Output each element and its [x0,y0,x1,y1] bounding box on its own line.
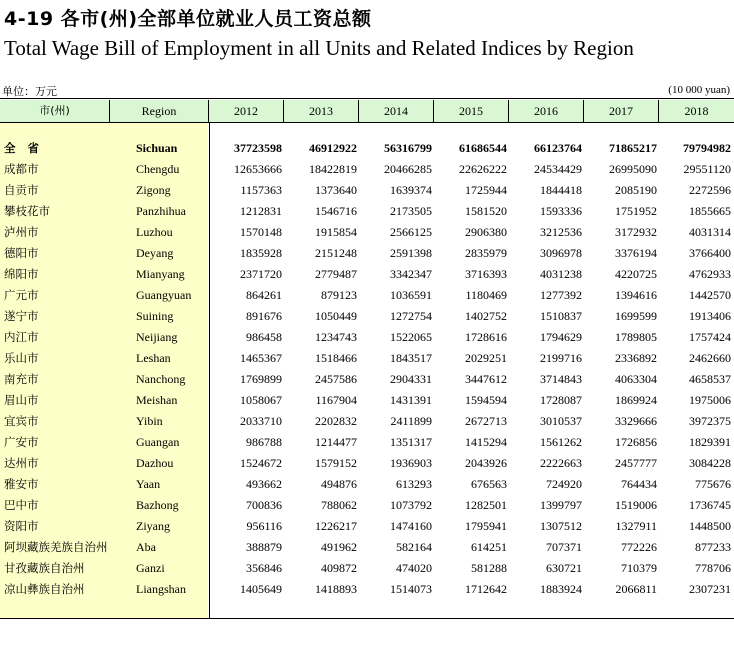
wage-value: 3342347 [390,267,432,281]
wage-value: 1594594 [465,393,507,407]
wage-value: 1073792 [390,498,432,512]
wage-value: 1518466 [315,351,357,365]
wage-value: 356846 [246,561,282,575]
wage-value: 46912922 [309,141,357,155]
wage-value: 1579152 [315,456,357,470]
region-name: Guangyuan [136,288,192,302]
region-name: Bazhong [136,498,179,512]
region-name: Yaan [136,477,161,491]
city-name: 雅安市 [4,477,39,491]
wage-value: 3376194 [615,246,657,260]
wage-value: 71865217 [609,141,657,155]
wage-value: 79794982 [683,141,731,155]
wage-value: 582164 [396,540,432,554]
wage-value: 4762933 [689,267,731,281]
table-row [0,369,734,390]
wage-value: 2462660 [689,351,731,365]
wage-value: 2085190 [615,183,657,197]
table-row [0,201,734,222]
region-name: Suining [136,309,174,323]
region-name: Dazhou [136,456,174,470]
wage-value: 1794629 [540,330,582,344]
wage-value: 1212831 [240,204,282,218]
wage-value: 493662 [246,477,282,491]
wage-value: 772226 [621,540,657,554]
wage-value: 986458 [246,330,282,344]
wage-value: 1307512 [540,519,582,533]
wage-value: 2272596 [689,183,731,197]
table-row [0,390,734,411]
wage-value: 1442570 [689,288,731,302]
header-year: 2015 [434,100,509,122]
table-title-english: Total Wage Bill of Employment in all Units and Related Indices by Region [4,36,634,60]
wage-value: 2029251 [465,351,507,365]
wage-value: 1465367 [240,351,282,365]
city-name: 巴中市 [4,498,39,512]
wage-value: 1725944 [465,183,507,197]
wage-value: 1036591 [390,288,432,302]
region-name: Nanchong [136,372,186,386]
wage-value: 1415294 [465,435,507,449]
wage-value: 2457586 [315,372,357,386]
wage-value: 2307231 [689,582,731,596]
wage-value: 4063304 [615,372,657,386]
wage-value: 388879 [246,540,282,554]
region-name: Liangshan [136,582,186,596]
region-name: Zigong [136,183,171,197]
city-name: 全 省 [4,141,44,155]
region-name: Luzhou [136,225,173,239]
wage-value: 3766400 [689,246,731,260]
table-row [0,453,734,474]
wage-value: 1431391 [390,393,432,407]
wage-value: 1214477 [315,435,357,449]
wage-value: 1769899 [240,372,282,386]
wage-value: 26995090 [609,162,657,176]
wage-value: 1581520 [465,204,507,218]
wage-value: 1913406 [689,309,731,323]
wage-value: 613293 [396,477,432,491]
wage-value: 1570148 [240,225,282,239]
wage-value: 1915854 [315,225,357,239]
wage-value: 1510837 [540,309,582,323]
wage-value: 4220725 [615,267,657,281]
wage-value: 1448500 [689,519,731,533]
wage-value: 3212536 [540,225,582,239]
wage-value: 4658537 [689,372,731,386]
city-name: 资阳市 [4,519,39,533]
wage-value: 2066811 [615,582,657,596]
wage-value: 2904331 [390,372,432,386]
header-region: Region [110,100,209,122]
wage-value: 1394616 [615,288,657,302]
wage-value: 1050449 [315,309,357,323]
wage-value: 2566125 [390,225,432,239]
wage-value: 1869924 [615,393,657,407]
wage-value: 986788 [246,435,282,449]
wage-value: 2411899 [390,414,432,428]
wage-value: 474020 [396,561,432,575]
wage-value: 2222663 [540,456,582,470]
wage-value: 2672713 [465,414,507,428]
wage-value: 66123764 [534,141,582,155]
header-year: 2016 [509,100,584,122]
city-name: 乐山市 [4,351,39,365]
wage-value: 3010537 [540,414,582,428]
wage-value: 2151248 [315,246,357,260]
wage-value: 1751952 [615,204,657,218]
wage-value: 1728616 [465,330,507,344]
table-row [0,579,734,600]
unit-label-chinese: 单位：万元 [2,85,57,98]
wage-value: 1789805 [615,330,657,344]
city-name: 广安市 [4,435,39,449]
region-name: Aba [136,540,156,554]
wage-value: 1514073 [390,582,432,596]
region-name: Panzhihua [136,204,186,218]
wage-value: 61686544 [459,141,507,155]
wage-value: 2835979 [465,246,507,260]
wage-value: 2199716 [540,351,582,365]
region-name: Guangan [136,435,180,449]
wage-value: 891676 [246,309,282,323]
wage-value: 707371 [546,540,582,554]
wage-value: 1234743 [315,330,357,344]
wage-value: 2906380 [465,225,507,239]
wage-value: 1180469 [465,288,507,302]
wage-value: 2173505 [390,204,432,218]
wage-value: 1855665 [689,204,731,218]
region-name: Sichuan [136,141,178,155]
wage-value: 2779487 [315,267,357,281]
wage-value: 29551120 [683,162,731,176]
wage-value: 37723598 [234,141,282,155]
wage-value: 1058067 [240,393,282,407]
wage-value: 1522065 [390,330,432,344]
region-name: Mianyang [136,267,185,281]
wage-value: 2336892 [615,351,657,365]
region-name: Deyang [136,246,174,260]
table-row [0,474,734,495]
wage-value: 630721 [546,561,582,575]
city-name: 甘孜藏族自治州 [4,561,85,575]
wage-value: 1736745 [689,498,731,512]
wage-value: 3172932 [615,225,657,239]
wage-value: 778706 [695,561,731,575]
city-name: 自贡市 [4,183,39,197]
wage-value: 1167904 [315,393,357,407]
region-name: Leshan [136,351,171,365]
header-year: 2014 [359,100,434,122]
table-row [0,327,734,348]
wage-value: 700836 [246,498,282,512]
wage-value: 1351317 [390,435,432,449]
wage-value: 409872 [321,561,357,575]
wage-value: 1712642 [465,582,507,596]
table-row [0,537,734,558]
wage-value: 1843517 [390,351,432,365]
wage-value: 1327911 [615,519,657,533]
wage-value: 1524672 [240,456,282,470]
wage-value: 864261 [246,288,282,302]
wage-value: 1405649 [240,582,282,596]
wage-value: 3714843 [540,372,582,386]
wage-value: 12653666 [234,162,282,176]
wage-value: 22626222 [459,162,507,176]
wage-value: 2371720 [240,267,282,281]
wage-value: 676563 [471,477,507,491]
header-year: 2012 [209,100,284,122]
city-name: 广元市 [4,288,39,302]
wage-value: 724920 [546,477,582,491]
table-row [0,243,734,264]
wage-value: 1561262 [540,435,582,449]
table-header [0,100,734,123]
wage-value: 3972375 [689,414,731,428]
table-row [0,348,734,369]
wage-value: 3716393 [465,267,507,281]
wage-value: 788062 [321,498,357,512]
wage-value: 1726856 [615,435,657,449]
table-row [0,495,734,516]
wage-value: 1519006 [615,498,657,512]
wage-value: 877233 [695,540,731,554]
wage-value: 1757424 [689,330,731,344]
region-name: Chengdu [136,162,180,176]
city-name: 遂宁市 [4,309,39,323]
wage-value: 1546716 [315,204,357,218]
wage-value: 764434 [621,477,657,491]
wage-value: 1399797 [540,498,582,512]
wage-value: 1593336 [540,204,582,218]
table-row [0,516,734,537]
city-name: 内江市 [4,330,39,344]
wage-value: 3096978 [540,246,582,260]
wage-value: 2043926 [465,456,507,470]
wage-value: 1795941 [465,519,507,533]
wage-value: 1728087 [540,393,582,407]
wage-value: 1157363 [240,183,282,197]
table-row-total [0,138,734,159]
header-year: 2013 [284,100,359,122]
wage-value: 1936903 [390,456,432,470]
wage-value: 1226217 [315,519,357,533]
table-row [0,558,734,579]
wage-value: 491962 [321,540,357,554]
table-row [0,432,734,453]
wage-value: 24534429 [534,162,582,176]
wage-value: 614251 [471,540,507,554]
wage-value: 2202832 [315,414,357,428]
city-name: 攀枝花市 [4,204,50,218]
wage-value: 1835928 [240,246,282,260]
wage-value: 1474160 [390,519,432,533]
region-name: Ganzi [136,561,165,575]
table-row [0,159,734,180]
table-row [0,411,734,432]
city-name: 南充市 [4,372,39,386]
wage-value: 1975006 [689,393,731,407]
wage-value: 710379 [621,561,657,575]
wage-value: 1844418 [540,183,582,197]
wage-value: 1699599 [615,309,657,323]
wage-value: 1639374 [390,183,432,197]
wage-value: 1883924 [540,582,582,596]
wage-value: 494876 [321,477,357,491]
wage-value: 1277392 [540,288,582,302]
wage-value: 1373640 [315,183,357,197]
table-row [0,285,734,306]
wage-value: 20466285 [384,162,432,176]
wage-value: 1272754 [390,309,432,323]
unit-label-english: (10 000 yuan) [668,84,730,96]
city-name: 宜宾市 [4,414,39,428]
wage-value: 2457777 [615,456,657,470]
header-year: 2017 [584,100,659,122]
wage-value: 2033710 [240,414,282,428]
wage-value: 775676 [695,477,731,491]
wage-value: 1402752 [465,309,507,323]
city-name: 泸州市 [4,225,39,239]
wage-value: 1282501 [465,498,507,512]
city-name: 眉山市 [4,393,39,407]
wage-value: 1418893 [315,582,357,596]
city-name: 达州市 [4,456,39,470]
wage-value: 4031238 [540,267,582,281]
wage-value: 956116 [246,519,282,533]
region-name: Yibin [136,414,163,428]
table-row [0,180,734,201]
city-name: 德阳市 [4,246,39,260]
wage-value: 56316799 [384,141,432,155]
wage-value: 879123 [321,288,357,302]
wage-value: 3329666 [615,414,657,428]
wage-value: 3084228 [689,456,731,470]
city-name: 绵阳市 [4,267,39,281]
city-name: 成都市 [4,162,39,176]
wage-value: 4031314 [689,225,731,239]
region-name: Ziyang [136,519,170,533]
table-row [0,306,734,327]
table-row [0,264,734,285]
top-rule [0,98,734,99]
city-name: 阿坝藏族羌族自治州 [4,540,108,554]
wage-value: 581288 [471,561,507,575]
table-row [0,222,734,243]
wage-value: 1829391 [689,435,731,449]
wage-value: 18422819 [309,162,357,176]
header-year: 2018 [684,104,709,118]
region-name: Meishan [136,393,178,407]
city-name: 凉山彝族自治州 [4,582,85,596]
wage-value: 3447612 [465,372,507,386]
table-title-chinese: 4-19 各市(州)全部单位就业人员工资总额 [4,8,372,30]
region-name: Neijiang [136,330,178,344]
header-city: 市(州) [0,100,110,122]
wage-value: 2591398 [390,246,432,260]
bottom-rule [0,618,734,619]
